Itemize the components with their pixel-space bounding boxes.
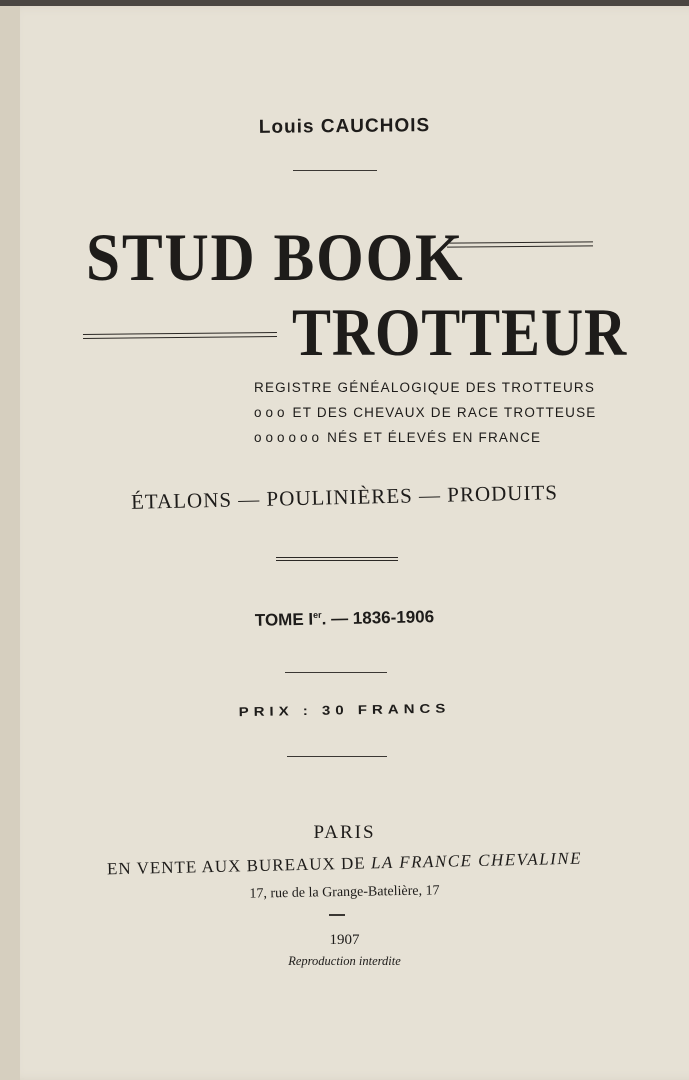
title-page bbox=[0, 6, 689, 1080]
title-double-rule-right bbox=[447, 241, 593, 247]
publication-name: LA FRANCE CHEVALINE bbox=[370, 848, 583, 873]
volume-line bbox=[0, 602, 689, 636]
sale-line bbox=[0, 846, 689, 882]
price-line: PRIX : 30 FRANCS bbox=[238, 701, 451, 720]
title-line-1: STUD BOOK bbox=[86, 219, 465, 295]
page-edge-shadow bbox=[0, 6, 20, 1080]
subtitle-line-2-dots: ooo bbox=[254, 405, 289, 420]
subtitle-line-1 bbox=[254, 380, 595, 395]
subtitle-line-3-text: NÉS ET ÉLEVÉS EN FRANCE bbox=[327, 430, 542, 445]
title-line-2: TROTTEUR bbox=[292, 294, 628, 370]
publisher-city: PARIS bbox=[313, 822, 376, 843]
volume-divider bbox=[285, 672, 387, 673]
volume-years: . — 1836-1906 bbox=[321, 607, 435, 629]
publication-year: 1907 bbox=[329, 932, 360, 948]
volume-label: TOME I bbox=[254, 609, 314, 630]
reproduction-notice: Reproduction interdite bbox=[288, 954, 401, 968]
volume-ordinal: er bbox=[312, 609, 322, 621]
subtitle-line-3 bbox=[254, 430, 541, 445]
publisher-address: 17, rue de la Grange-Batelière, 17 bbox=[249, 883, 440, 902]
address-divider bbox=[329, 914, 345, 916]
title-double-rule-left bbox=[83, 332, 277, 339]
sale-prefix: EN VENTE AUX BUREAUX DE bbox=[106, 853, 366, 879]
categories-line: ÉTALONS — POULINIÈRES — PRODUITS bbox=[130, 480, 559, 514]
author-name: Louis CAUCHOIS bbox=[258, 115, 431, 138]
subtitle-line-2-text: ET DES CHEVAUX DE RACE TROTTEUSE bbox=[292, 405, 597, 420]
subtitle-line-1-text: REGISTRE GÉNÉALOGIQUE DES TROTTEURS bbox=[254, 380, 596, 395]
categories-divider bbox=[276, 557, 398, 561]
subtitle-line-2 bbox=[254, 405, 596, 420]
subtitle-line-3-dots: oooooo bbox=[254, 430, 324, 445]
author-divider bbox=[293, 170, 377, 171]
price-divider bbox=[287, 756, 387, 757]
